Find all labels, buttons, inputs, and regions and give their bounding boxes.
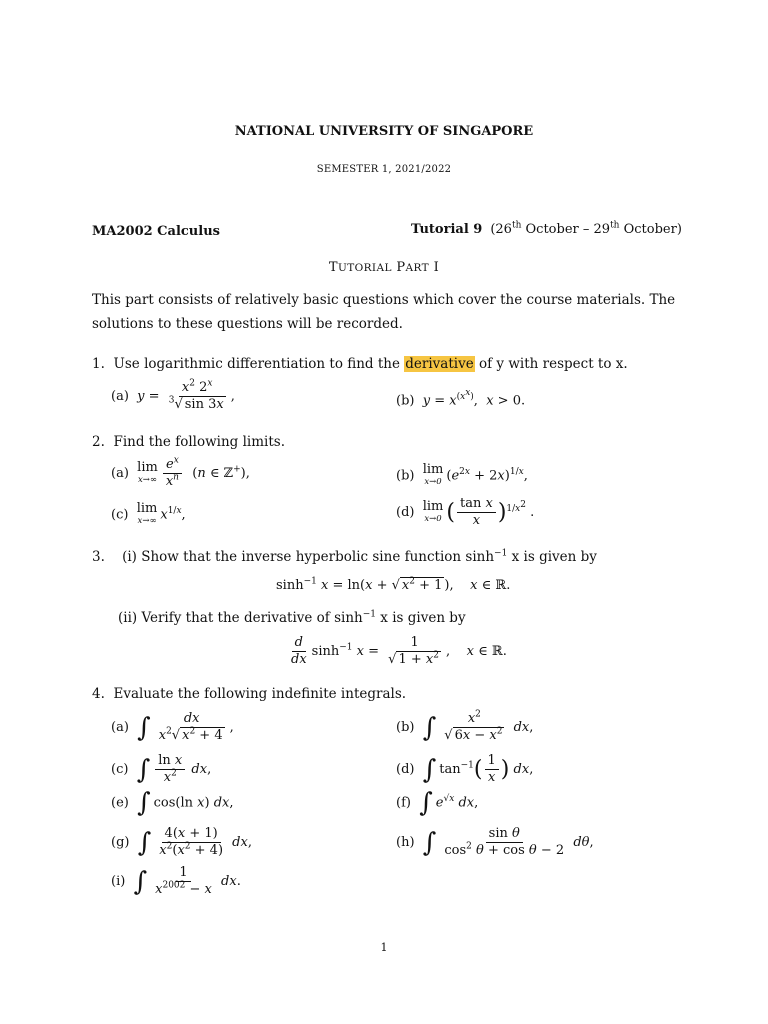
date-range: (26th October – 29th October) <box>490 220 682 237</box>
question-4g: (g) ∫ $\frac{4(x + 1)}{x^2(x^2 + 4)}$ dx, <box>111 826 252 858</box>
course-title: MA2002 Calculus <box>92 224 220 239</box>
question-4a: (a) ∫ $\frac{dx}{x^2√ x^2 + 4}$ , <box>111 711 234 743</box>
question-4b: (b) ∫ $\frac{x^2}{√ 6x - x^2}$ dx, <box>396 709 534 743</box>
intro-paragraph: This part consists of relatively basic questions which cover the course materials. The solutions to these questions will be recorded. <box>92 292 676 332</box>
question-4h: (h) ∫ $\frac{\text{sin θ}}{\cos^2 \theta + \cos \theta - 2}$ dθ, <box>396 826 594 858</box>
question-2a: (a) lim x→∞ $\frac{e^x}{x^n}$ (n ∈ ℤ+), <box>111 455 250 489</box>
question-2d: (d) lim x→0 ( $\frac{\text{tan x}}{x}$ )$^{1/x^2}$ . <box>396 496 535 528</box>
question-4d: (d) ∫ $\tan^{-1}$( $\frac{1}{x}$ ) dx, <box>396 753 534 785</box>
question-2: 2. Find the following limits. <box>92 434 285 450</box>
highlighted-word: derivative <box>405 356 474 372</box>
question-1: 1. Use logarithmic differentiation to find the derivative of y with respect to x. <box>92 356 628 372</box>
question-4c: (c) ∫ $\frac{\text{ln x}}{x^2}$ dx, <box>111 753 212 785</box>
tutorial-heading <box>411 222 682 237</box>
question-1a: (a) y = $\frac{x^2 2^x}{^3√ \sin 3x}$ , <box>111 378 235 412</box>
tutorial-number: Tutorial 9 <box>411 222 483 237</box>
equation-sinh-inverse: $\sinh^{-1} x = \ln(x$ + √ $x^2 + 1$ ), x ∈ ℝ. <box>276 576 511 593</box>
question-4i: (i) ∫ $\frac{1}{x^{2002} - x}$ dx. <box>111 865 241 897</box>
question-3-ii: (ii) Verify that the derivative of $\sinh^{-1} x$ is given by <box>118 609 466 626</box>
question-4: 4. Evaluate the following indefinite integrals. <box>92 686 407 702</box>
question-3: 3. (i) Show that the inverse hyperbolic sine function $\sinh^{-1} x$ is given by <box>92 548 597 565</box>
question-1b: (b) $y = x^{(x^x)}$, x > 0. <box>396 388 526 409</box>
semester-line: SEMESTER 1, 2021/2022 <box>316 164 452 175</box>
question-2b: (b) lim x→0 $(e^{2x} + 2x)^{1/x}$, <box>396 462 528 487</box>
question-4f: (f) ∫ $e^{√x}$ dx, <box>396 788 479 818</box>
question-4e: (e) ∫ cos(ln x) dx, <box>111 788 234 818</box>
institution-title: NATIONAL UNIVERSITY OF SINGAPORE <box>234 124 534 139</box>
page-number: 1 <box>380 941 388 954</box>
part-title: TUTORIAL PART I <box>328 260 440 275</box>
equation-derivative: $\frac{d}{dx}$ $\sinh^{-1} x$ = $\frac{1}{√ 1 + x^2}$ , x ∈ ℝ. <box>291 635 507 667</box>
question-2c: (c) lim x→∞ $x^{1/x}$, <box>111 501 186 526</box>
